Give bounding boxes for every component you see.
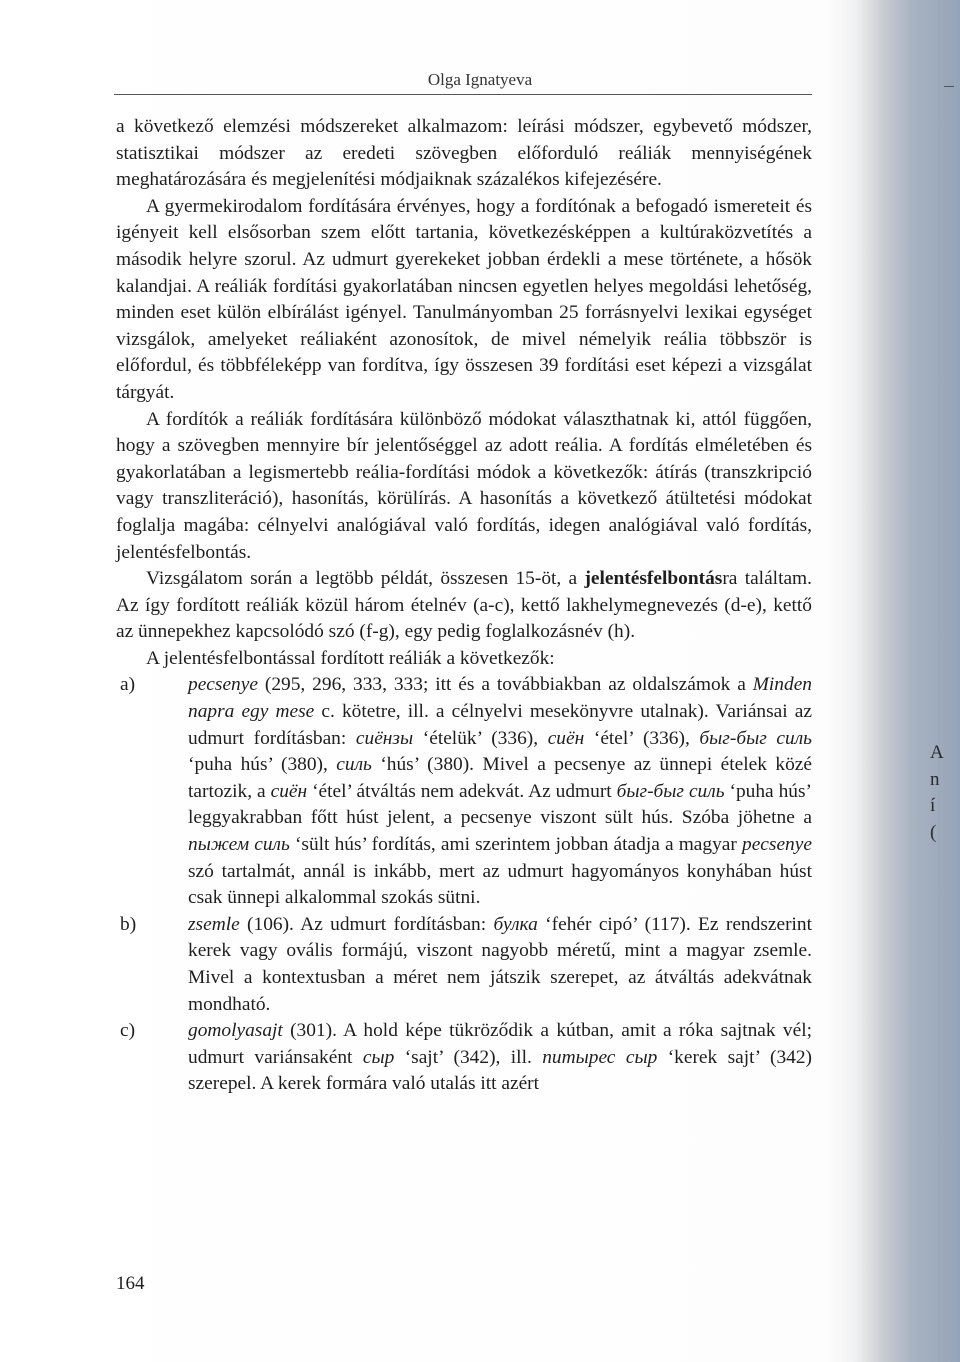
udmurt-term: питырес сыр [542,1046,658,1068]
body-text [116,114,812,1098]
bold-term: jelentésfelbontás [584,568,723,590]
udmurt-term: быг-быг силь [616,780,725,802]
book-title: Minden napra egy mese [188,674,812,723]
text: ‘sült hús’ fordítás, ami szerintem jobban átadja a magyar [289,834,742,856]
text: ‘kerek sajt’ (342) szerepel. A kerek formára való utalás itt azért [188,1046,813,1095]
text: ‘fehér cipó’ (117). Ez rendszerint kerek vagy ovális formájú, viszont nagyobb méretű, mint a magyar zsemle. Mivel a kontextusban a méret nem játszik szerepet, az átváltás adekvátnak mondható. [188,913,812,1015]
list-marker: a) [120,674,136,696]
text: (106). Az udmurt fordításban: [239,913,494,935]
paragraph-4 [116,566,812,646]
paragraph-5: A jelentésfelbontással fordított reáliák a következők: [146,647,555,669]
udmurt-term: быг-быг силь [699,727,812,749]
list-item-a [116,672,812,911]
term: gomolyasajt [188,1020,283,1042]
text: ‘étel’ (336), [584,727,700,749]
list-marker: c) [120,1020,136,1042]
text: szó tartalmát, annál is inkább, mert az udmurt hagyományos konyhában húst csak ünnepi alkalommal szokás sütni. [188,860,812,909]
udmurt-term: сиён [547,727,585,749]
facing-page-fragments [930,740,960,846]
paragraph-2: A gyermekirodalom fordítására érvényes, hogy a fordítónak a befogadó ismereteit és igényeit kell elsősorban szem előtt tartania, következésképpen a kultúraközvetítés a második helyre szorul. Az udmurt gyerekeket jobban érdekli a mese története, a hősök kalandjai. A reáliák fordítási gyakorlatában nincsen egyetlen helyes megoldási lehetőség, minden eset külön elbírálást igényel. Tanulmányomban 25 forrásnyelvi lexikai egységet vizsgálok, amelyeket reáliaként azonosítok, de mivel némelyik reália többször is előfordul, és többféleképp van fordítva, így összesen 39 fordítási eset képezi a vizsgálat tárgyát. [116,195,812,403]
term: zsemle [188,913,240,935]
list-marker: b) [120,913,137,935]
text: (295, 296, 333, 333; itt és a továbbiakban az oldalszámok a [257,674,753,696]
list-item-c [116,1018,812,1098]
text: ‘ételük’ (336), [413,727,548,749]
next-page-rule-fragment [944,86,954,87]
p4-text: ra találtam. Az így fordított reáliák közül három ételnév (a-c), kettő lakhelymegnevezés (d-e), kettő az ünnepekhez kapcsolódó szó (f-g), egy pedig foglalkozásnév (h). [116,568,812,643]
list-item-b [116,912,812,1018]
term: pecsenye [188,674,258,696]
text: ‘étel’ átváltás nem adekvát. Az udmurt [307,780,617,802]
margin-fragment: ( [930,821,937,843]
udmurt-term: пыжем силь [188,834,290,856]
text: ‘puha hús’ leggyakrabban főtt húst jelent, a pecsenye viszont sült hús. Szóba jöhetne a [188,780,812,829]
paragraph-3: A fordítók a reáliák fordítására különböző módokat választhatnak ki, attól függően, hogy a szövegben mennyire bír jelentőséggel az adott reália. A fordítás elméletében és gyakorlatában a legismertebb reália-fordítási módok a következők: átírás (transzkripció vagy transzliteráció), hasonítás, körülírás. A hasonítás a következő átültetési módokat foglalja magába: célnyelvi analógiával való fordítás, idegen analógiával való fordítás, jelentésfelbontás. [116,408,812,563]
udmurt-term: силь [336,754,372,776]
margin-fragment: n [930,768,940,790]
header-rule [114,94,812,95]
term: pecsenye [742,834,812,856]
p4-text: Vizsgálatom során a legtöbb példát, összesen 15-öt, a [146,568,585,590]
margin-fragment: í [930,795,936,817]
udmurt-term: сиён [270,780,308,802]
text: ‘sajt’ (342), ill. [394,1046,543,1068]
text: (301). A hold képe tükröződik a kútban, amit a róka sajtnak vél; udmurt variánsaként [188,1020,812,1068]
udmurt-term: сыр [362,1046,395,1068]
running-head: Olga Ignatyeva [427,70,533,89]
text: ‘puha hús’ (380), [188,754,337,776]
text: ‘hús’ (380). Mivel a pecsenye az ünnepi ételek közé tartozik, a [188,754,812,802]
udmurt-term: булка [493,913,538,935]
text: c. kötetre, ill. a célnyelvi mesekönyvre utalnak). Variánsai az udmurt fordításban: [188,701,813,749]
margin-fragment: A [930,742,944,763]
udmurt-term: сиёнзы [355,727,414,749]
page-number: 164 [116,1273,145,1294]
paragraph-1: a következő elemzési módszereket alkalmazom: leírási módszer, egybevető módszer, statisztikai módszer az eredeti szövegben előforduló reáliák mennyiségének meghatározására és megjelenítési módjaiknak százalékos kifejezésére. [116,116,812,191]
